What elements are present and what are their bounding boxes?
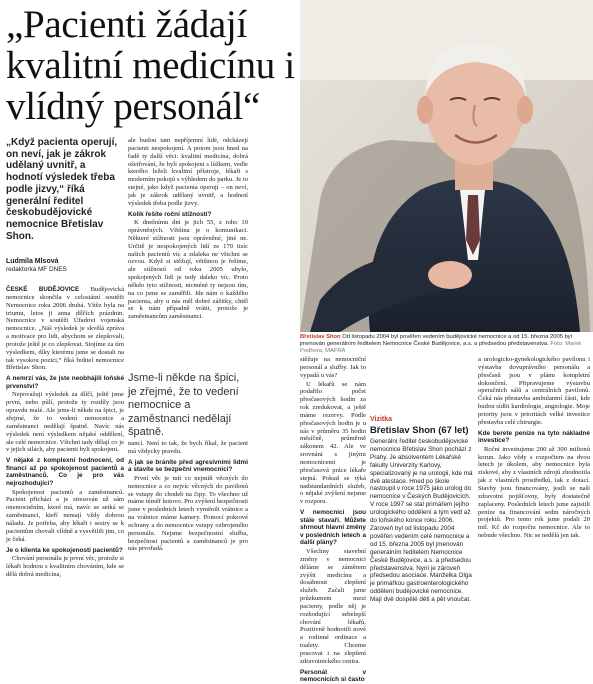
paragraph: Roční investujeme 200 až 300 milionů korun. Jako vždy s rozpočtem na dvou letech je úkolem, aby nemocnice byla ziskové, aby z vlastních zdrojů zhodnotila jak z vlastních prostředků, tak z dotací. Stavby jsou financovány, jestli se naši zdravotní pojišťovny, byly dostatečně zaplaceny. Posledních letech jsme zajistili peníze na financování sedm náročných projektů. Pro tento rok jsme podali 20 mil. Kč do rozpočtu nemocnice. Ale to nebude všechno. Nic se nedělá jen tak. [478,445,590,540]
caption-text: Od listopadu 2004 byl pověřen vedením budějovické nemocnice a od 15. března 2005 byl jmenován generálním ředitelem Nemocnice České Budějovice, a.s. a předsedou představenstva. [300,334,572,347]
article-column-2 [128,137,248,365]
question: Personál v nemocnicích si často [300,668,366,684]
article-column-5 [478,356,590,600]
question: V nějaké z komplexní hodnocení, od financí až po spokojenost pacientů a zaměstnanců. Co je pro vás nejrozhodující? [6,457,124,487]
paragraph: První věc je mít co nejmíň věcných do nemocnice a co nejvíc věcných do pavilonů se vstupy do chodeb na čipy. To všechno už máme téměř hotovo. Pro zvýšení bezpečnosti jsme v posledních letech vyměnili vrátnice a na vrátnice máme kamery. Pomocí pokrové ochrany a do nemocnice vstupy ozbrojeného personálu. Nejsme bezpečnostní služba, bezpečnost pacientů a zaměstnanců je pro nás prvořadá. [128,474,248,553]
author-role: redaktorka MF DNES [6,266,67,273]
photo-caption [300,334,590,355]
question: Kolik řešíte roční stížnosti? [128,210,212,218]
pull-quote: Jsme-li někde na špici, je zřejmé, že to vedení nemocnice a zaměstnanci nedělají špatně. [128,372,240,438]
author-name: Ludmila Mlsová [6,258,59,265]
question: A nemrzí vás, že jste neobhájili loňské prvenství? [6,375,124,390]
paragraph: Spokojenost pacientů a zaměstnanců. Pacient přichází a je stresován už sám onemocněním, které má, navíc se setká se zaměstnanci, kteří nemají vždy dobrou náladu. Je potřeba, aby lékaři i sestry se k pacientům chovali vlídně a vysvětlili jim, co je čeká. [6,488,124,543]
question: V nemocnici jsou stále stavaří. Můžete shrnout hlavní změny v posledních letech a další plány? [300,509,366,547]
profile-label: Vizitka [370,416,393,423]
article-column-2-lower [128,440,248,600]
paragraph: Budějovická nemocnice skončila v celostátní soutěži Nemocnice roku 2006 druhá. Vítěz byla na triumu, letos ji anna dílčích prázdnin. Nemocnice v soutěži Úřadovi vojenská nemocnice. „Náš výsledek je skvělá zpráva a motivace pro lidi, abychom se zlepšovali, protože ještě je co zlepšovat. Stojíme za tím výsledkem, díky kterému jsme se dostali na tak vysokou pozici,“ říká ředitel nemocnice Břetislav Shon. [6,286,124,372]
paragraph: U lékařů se nám podařilo počet přesčasových hodin za rok zredukovat, a ještě máme rezervy. Podle přesčasových hodin je u nás v průměru 35 hodin měsíčně, průměrně zákonem 42. Ale ve srovnání s jinými nemocnicemi je přesčasová práce lékaře stejná. Pokud se týká nadstandardních služeb, o nějaké zvýšení nejsme v rozporu. [300,380,366,506]
paragraph: Chování personálu je první věc, protože si lékaři hodnou s kvalitním chováním, kde se dělá dobrá medicína, [6,555,124,578]
paragraph: ale budou tam nepříjemní lidé, odcházejí pacienti nespokojení. A potom jsou hned na řadě ty další věci: kvalitní medicína, dobrá ošetřování, že byli spokojeni s lůžkem, vedle kterého leželi kvalitní přístroje, lékaři s moderním pokojů s výhledem do parku. Je to stejné, jako když pacienta operují – on neví, jak je zákrok udělaný uvnitř, a hodnotí výsledek třeba podle jizvy. [128,137,248,207]
question: Kde berete peníze na tyto nákladné investice? [478,429,590,445]
dateline: ČESKÉ BUDĚJOVICE [6,286,80,293]
caption-name: Břetislav Shon [300,334,341,340]
paragraph: stěžuje na nemocniční personál a služby. Jak to vypadá u vás? [300,356,366,379]
article-column-4 [300,356,366,684]
paragraph: Nepovažuji výsledek za dílčí, ještě jsme první, nebo půlí, protože ty rozdíly jsou opravdu malé. Ale jsme-li někde na špici, je zřejmé, že to vedení nemocnice a zaměstnanci nedělají špatně. Navíc nás výsledek není výsledkem nějaké oddělení, ale celé nemocnice. Všichni tady dělají co je v jejich silách, aby pacienti byli spokojeni. [6,391,124,454]
question: A jak se bráníte před agresivními lidmi a stavíte se bezpeční vnemocnici? [128,458,248,474]
profile-box [370,416,473,604]
lead-paragraph: „Když pacienta operují, on neví, jak je zákrok udělaný uvnitř, a hodnotí výsledek třeba podle jizvy,“ říká generální ředitel českobudějovické nemocnice Břetislav Shon. [6,137,118,242]
profile-text: Generální ředitel českobudějovické nemocnice Břetislav Shon pochází z Prahy. Je absolventem Lékařské fakulty Univerzity Karlovy, specializovaný je na urologii, kde má dvě atestace. Hned po škole nastoupil v roce 1975 jako urolog do nemocnice v Českých Budějovicích. V roce 1997 se stal primářem jejího urologického oddělení a tým vedl až do loňského konce roku 2006. Zároveň byl od listopadu 2004 pověřen vedením celé nemocnice a od 15. března 2005 byl jmenován generálním ředitelem Nemocnice České Budějovice, a.s. a předsedou představenstva. Nyní je zároveň předsedou asociace. Manželka Olga je primářkou gastroenterologického oddělení budějovické nemocnice. Mají dvě dospělé děti a pět vnoučat. [370,438,473,604]
headline: „Pacienti žádají kvalitní medicínu i vlídný personál“ [6,3,295,128]
portrait-illustration [300,0,593,332]
paragraph: nancí. Není to tak, že bych říkal, že pacient má vždycky pravdu. [128,440,248,455]
article-column-1 [6,286,124,600]
author-byline [6,258,124,274]
question: Je o klienta ke spokojenosti pacientů? [6,546,123,554]
photo-credit: Foto: Marek Podhora, MAFRA [300,341,582,354]
paragraph: K dnešnímu dni je jich 55, z toho 10 oprávněných. Většina je o komunikaci. Některé stížnosti jsou oprávněné, jiné ne. Určitě je nespokojených lidí ze 170 tisíc našich pacientů víc a zdaleka ne všichni se ozvou. Když si stěžují, většinou je řešíme, ale stížností od roku 2005 ubylo, spokojených lidí je tedy daleko víc. Proto někdo tyto stížnosti, nicméně ty nejsou tím, na co jsme se zaměřili. Jde nám o každého pacienta, aby u nás měl dobré zážitky, chtěl se k nám případně vrátit, protože je zaměstnancům zaměstnanci. [128,219,248,321]
portrait-photo [300,0,593,332]
paragraph: Všechny stavební změny v nemocnici děláme se záměrem zvýšit medicínu a dosáhnout zlepšení služeb. Začali jsme průzkumem mezi pacienty, podle něj je rozhodující sebelepší chování lékařů. Pozitivně hodnotili nové a rodinné ordinace a toalety. Chceme pracovat i na zlepšení zdravotnického centra. [300,548,366,665]
paragraph: a urologicko-gynekologického pavilonu i výstavba dovuprávního personálu a přesčasů jsou v plánu kompletní dokončení. Připravujeme výstavbu operačních sálů a centrálních pavilonů. Čeká nás přestavba ambulantní části, kde budou sídlit kardiologie, angiologie. Moje priority jsou v prioritách velké investice přestavba celé chirurgie. [478,356,590,426]
profile-name: Břetislav Shon (67 let) [370,424,469,435]
